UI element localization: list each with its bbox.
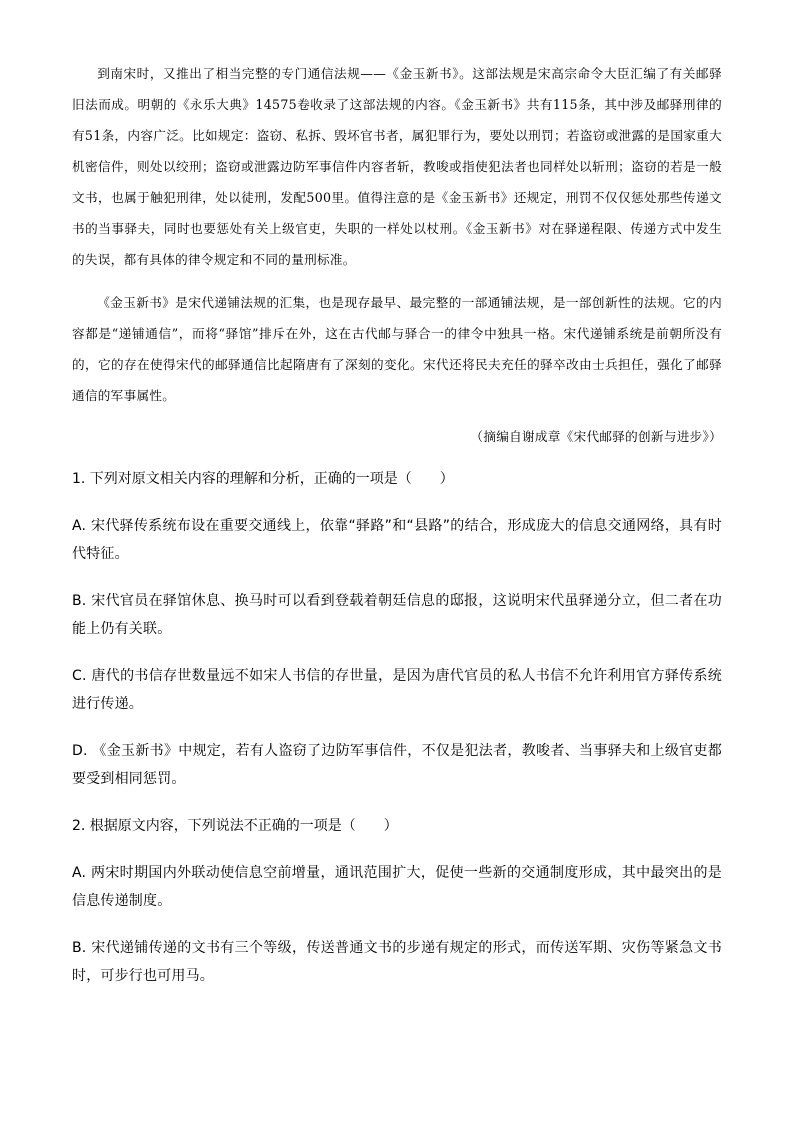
- question-1-option-a: A. 宋代驿传系统布设在重要交通线上，依靠“驿路”和“县路”的结合，形成庞大的信息交通网络，具有时代特征。: [72, 518, 722, 562]
- passage-paragraph-1: 到南宋时，又推出了相当完整的专门通信法规——《金玉新书》。这部法规是宋高宗命令大臣汇编了有关邮驿旧法而成。明朝的《永乐大典》14575卷收录了这部法规的内容。《金玉新书》共有115条，其中涉及邮驿刑律的有51条，内容广泛。比如规定：盗窃、私拆、毁坏官书者，属犯罪行为，要处以刑罚；若盗窃或泄露的是国家重大机密信件，则处以绞刑；盗窃或泄露边防军事信件内容者斩，教唆或指使犯法者也同样处以斩刑；盗窃的若是一般文书，也属于触犯刑律，处以徒刑，发配500里。值得注意的是《金玉新书》还规定，刑罚不仅仅惩处那些传递文书的当事驿夫，同时也要惩处有关上级官吏，失职的一样处以杖刑。《金玉新书》对在驿递程限、传递方式中发生的失误，都有具体的律令规定和不同的量刑标准。: [72, 66, 722, 267]
- passage-paragraph-2: 《金玉新书》是宋代递铺法规的汇集，也是现存最早、最完整的一部通铺法规，是一部创新性的法规。它的内容都是“递铺通信”，而将“驿馆”排斥在外，这在古代邮与驿合一的律令中独具一格。宋代递铺系统是前朝所没有的，它的存在使得宋代的邮驿通信比起隋唐有了深刻的变化。宋代还将民夫充任的驿卒改由士兵担任，强化了邮驿通信的军事属性。: [72, 295, 722, 403]
- document-page: [72, 58, 722, 1009]
- question-1-option-b: B. 宋代官员在驿馆休息、换马时可以看到登载着朝廷信息的邸报，这说明宋代虽驿递分立，但二者在功能上仍有关联。: [72, 593, 722, 637]
- question-2-stem: 2. 根据原文内容，下列说法不正确的一项是（ ）: [72, 818, 398, 834]
- question-2: [72, 812, 722, 990]
- question-1-option-c: C. 唐代的书信存世数量远不如宋人书信的存世量，是因为唐代官员的私人书信不允许利用官方驿传系统进行传递。: [72, 668, 722, 712]
- question-1-option-d: D. 《金玉新书》中规定，若有人盗窃了边防军事信件，不仅是犯法者，教唆者、当事驿夫和上级官吏都要受到相同惩罚。: [72, 743, 722, 787]
- question-2-option-a: A. 两宋时期国内外联动使信息空前增量，通讯范围扩大，促使一些新的交通制度形成，其中最突出的是信息传递制度。: [72, 865, 722, 909]
- question-2-option-b: B. 宋代递铺传递的文书有三个等级，传送普通文书的步递有规定的形式，而传送军期、灾伤等紧急文书时，可步行也可用马。: [72, 940, 722, 984]
- passage-source: （摘编自谢成章《宋代邮驿的创新与进步》）: [470, 429, 722, 444]
- reading-passage: [72, 58, 722, 451]
- question-1: [72, 465, 722, 793]
- question-1-stem: 1. 下列对原文相关内容的理解和分析，正确的一项是（ ）: [72, 471, 454, 487]
